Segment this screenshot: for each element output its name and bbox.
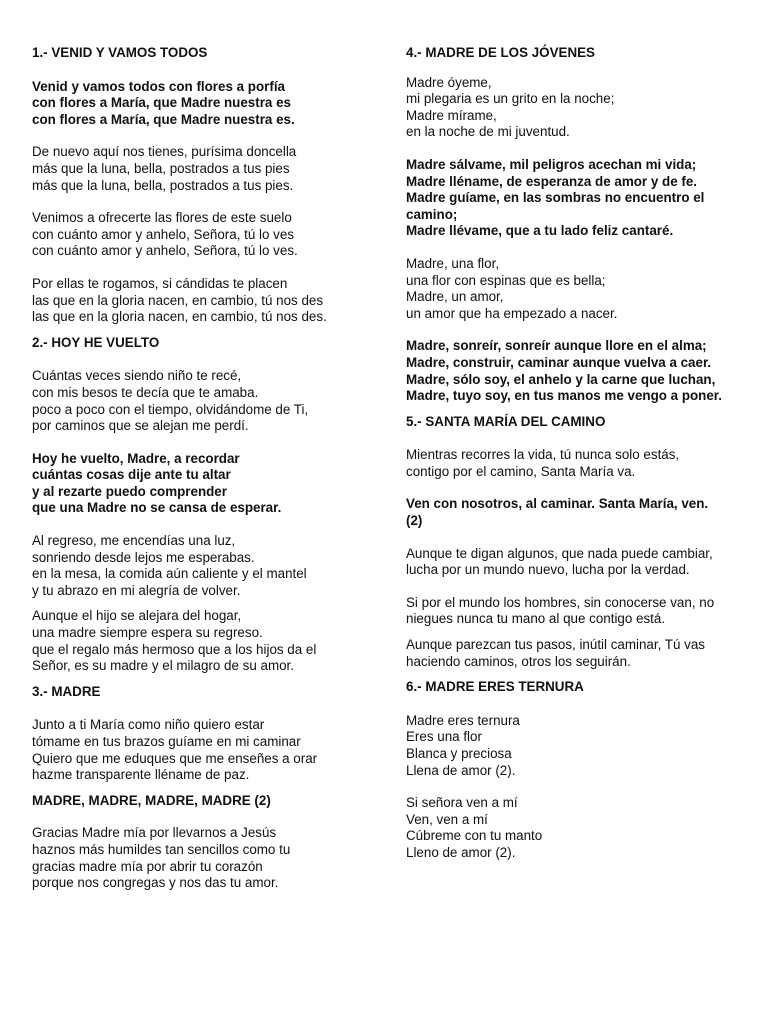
lyric-line: cuántas cosas dije ante tu altar	[32, 467, 231, 483]
left-column	[32, 45, 372, 908]
song-madre-de-los-jovenes	[406, 45, 744, 405]
chorus	[32, 79, 372, 129]
lyric-line: Si por el mundo los hombres, sin conocerse van, no	[406, 594, 715, 610]
lyric-line: Junto a ti María como niño quiero estar	[32, 717, 265, 733]
lyric-line: Madre lléname, de esperanza de amor y de fe.	[406, 173, 697, 189]
chorus	[32, 451, 372, 517]
lyric-line: con cuánto amor y anhelo, Señora, tú lo ves	[32, 226, 295, 242]
lyric-line: tómame en tus brazos guíame en mi caminar	[32, 734, 301, 749]
lyric-line: Madre, un amor,	[406, 289, 504, 305]
lyric-line: con mis besos te decía que te amaba.	[32, 384, 259, 400]
chorus	[406, 157, 744, 240]
lyric-line: camino;	[406, 206, 458, 222]
verse	[406, 637, 744, 670]
lyric-line: hazme transparente lléname de paz.	[32, 767, 250, 783]
lyric-line: Eres una flor	[406, 729, 482, 745]
lyric-line: y al rezarte puedo comprender	[32, 483, 227, 499]
lyric-line: Madre llévame, que a tu lado feliz cantaré.	[406, 223, 674, 239]
song-title: 6.- MADRE ERES TERNURA	[406, 679, 584, 695]
lyric-line: Blanca y preciosa	[406, 746, 512, 761]
lyric-line: una flor con espinas que es bella;	[406, 272, 606, 288]
lyric-line: una madre siempre espera su regreso.	[32, 625, 263, 641]
song-title: 4.- MADRE DE LOS JÓVENES	[406, 45, 595, 60]
right-column	[406, 45, 744, 878]
verse	[406, 75, 744, 141]
lyric-line: contigo por el camino, Santa María va.	[406, 463, 636, 479]
song-madre-eres-ternura	[406, 679, 744, 861]
lyric-line: Hoy he vuelto, Madre, a recordar	[32, 450, 240, 466]
lyric-line: un amor que ha empezado a nacer.	[406, 305, 618, 321]
lyric-line: las que en la gloria nacen, en cambio, tú nos des.	[32, 309, 327, 325]
lyric-line: Al regreso, me encendías una luz,	[32, 533, 236, 549]
lyric-line: De nuevo aquí nos tienes, purísima doncella	[32, 144, 297, 160]
lyric-line: Si señora ven a mí	[406, 795, 518, 811]
lyric-line: Madre, sonreír, sonreír aunque llore en el alma;	[406, 338, 707, 354]
lyric-line: más que la luna, bella, postrados a tus pies	[32, 160, 290, 176]
lyric-line: más que la luna, bella, postrados a tus pies.	[32, 177, 294, 193]
lyric-line: Madre, una flor,	[406, 255, 500, 271]
song-title: 3.- MADRE	[32, 683, 101, 699]
lyric-line: Venid y vamos todos con flores a porfía	[32, 78, 285, 94]
lyric-line: Llena de amor (2).	[406, 762, 516, 778]
lyric-line: las que en la gloria nacen, en cambio, tú nos des	[32, 292, 324, 308]
lyric-line: Gracias Madre mía por llevarnos a Jesús	[32, 825, 277, 841]
lyric-line: Quiero que me eduques que me enseñes a orar	[32, 750, 318, 766]
lyric-line: (2)	[406, 513, 423, 529]
verse	[32, 608, 372, 674]
lyric-line: lucha por un mundo nuevo, lucha por la verdad.	[406, 562, 690, 578]
song-venid-y-vamos-todos	[32, 45, 372, 326]
lyric-line: Lleno de amor (2).	[406, 844, 516, 860]
lyric-line: Mientras recorres la vida, tú nunca solo estás,	[406, 447, 680, 463]
verse	[406, 795, 744, 861]
lyric-line: Ven con nosotros, al caminar. Santa María, ven.	[406, 496, 709, 512]
lyric-line: Madre, construir, caminar aunque vuelva a caer.	[406, 354, 712, 370]
song-hoy-he-vuelto	[32, 335, 372, 675]
lyric-line: que el regalo más hermoso que a los hijos da el	[32, 641, 317, 657]
lyric-line: con flores a María, que Madre nuestra es	[32, 95, 291, 111]
verse	[32, 144, 372, 194]
song-title: 2.- HOY HE VUELTO	[32, 334, 160, 350]
chorus	[406, 338, 744, 404]
verse	[32, 368, 372, 434]
verse	[32, 717, 372, 783]
lyric-line: Señor, es su madre y el milagro de su amor.	[32, 658, 294, 674]
song-madre	[32, 684, 372, 892]
lyric-line: Madre óyeme,	[406, 74, 492, 90]
verse	[406, 447, 744, 480]
lyric-line: Madre sálvame, mil peligros acechan mi vida;	[406, 156, 697, 172]
lyric-line: que una Madre no se cansa de esperar.	[32, 500, 282, 516]
lyric-line: en la mesa, la comida aún caliente y el mantel	[32, 566, 307, 582]
lyric-line: Cuántas veces siendo niño te recé,	[32, 368, 242, 384]
song-title: 5.- SANTA MARÍA DEL CAMINO	[406, 413, 606, 429]
lyric-line: Madre eres ternura	[406, 712, 520, 728]
verse	[32, 825, 372, 891]
lyric-line: Venimos a ofrecerte las flores de este suelo	[32, 210, 292, 226]
lyric-line: y tu abrazo en mi alegría de volver.	[32, 582, 241, 598]
verse	[32, 276, 372, 326]
lyric-line: Madre guíame, en las sombras no encuentro el	[406, 190, 705, 206]
lyric-line: mi plegaria es un grito en la noche;	[406, 91, 615, 107]
lyric-line: sonriendo desde lejos me esperabas.	[32, 549, 255, 565]
verse	[406, 595, 744, 628]
chorus	[32, 793, 372, 810]
lyric-line: haznos más humildes tan sencillos como tu	[32, 841, 291, 857]
lyric-line: Aunque parezcan tus pasos, inútil caminar, Tú vas	[406, 637, 705, 653]
song-title: 1.- VENID Y VAMOS TODOS	[32, 45, 208, 60]
lyric-line: con flores a María, que Madre nuestra es.	[32, 111, 295, 127]
lyric-line: con cuánto amor y anhelo, Señora, tú lo ves.	[32, 243, 298, 259]
lyric-line: por caminos que se alejan me perdí.	[32, 418, 249, 434]
chorus	[406, 496, 744, 529]
lyric-line: Ven, ven a mí	[406, 811, 488, 827]
lyric-line: gracias madre mía por abrir tu corazón	[32, 858, 263, 874]
lyric-line: Cúbreme con tu manto	[406, 828, 543, 844]
song-santa-maria-del-camino	[406, 414, 744, 671]
lyric-line: Aunque el hijo se alejara del hogar,	[32, 608, 242, 624]
verse	[406, 256, 744, 322]
verse	[32, 210, 372, 260]
lyric-line: poco a poco con el tiempo, olvidándome de Ti,	[32, 401, 309, 417]
lyric-line: porque nos congregas y nos das tu amor.	[32, 875, 279, 891]
lyric-line: Aunque te digan algunos, que nada puede cambiar,	[406, 545, 713, 561]
lyric-line: haciendo caminos, otros los seguirán.	[406, 653, 631, 669]
lyric-line: Madre mírame,	[406, 107, 497, 123]
verse	[406, 546, 744, 579]
lyric-line: Madre, tuyo soy, en tus manos me vengo a poner.	[406, 388, 722, 404]
lyric-line: niegues nunca tu mano al que contigo está.	[406, 611, 666, 627]
verse	[406, 713, 744, 779]
verse	[32, 533, 372, 599]
lyric-line: MADRE, MADRE, MADRE, MADRE (2)	[32, 792, 271, 808]
lyric-line: en la noche de mi juventud.	[406, 124, 570, 140]
lyric-line: Madre, sólo soy, el anhelo y la carne que luchan,	[406, 371, 716, 387]
lyric-line: Por ellas te rogamos, si cándidas te placen	[32, 275, 288, 291]
